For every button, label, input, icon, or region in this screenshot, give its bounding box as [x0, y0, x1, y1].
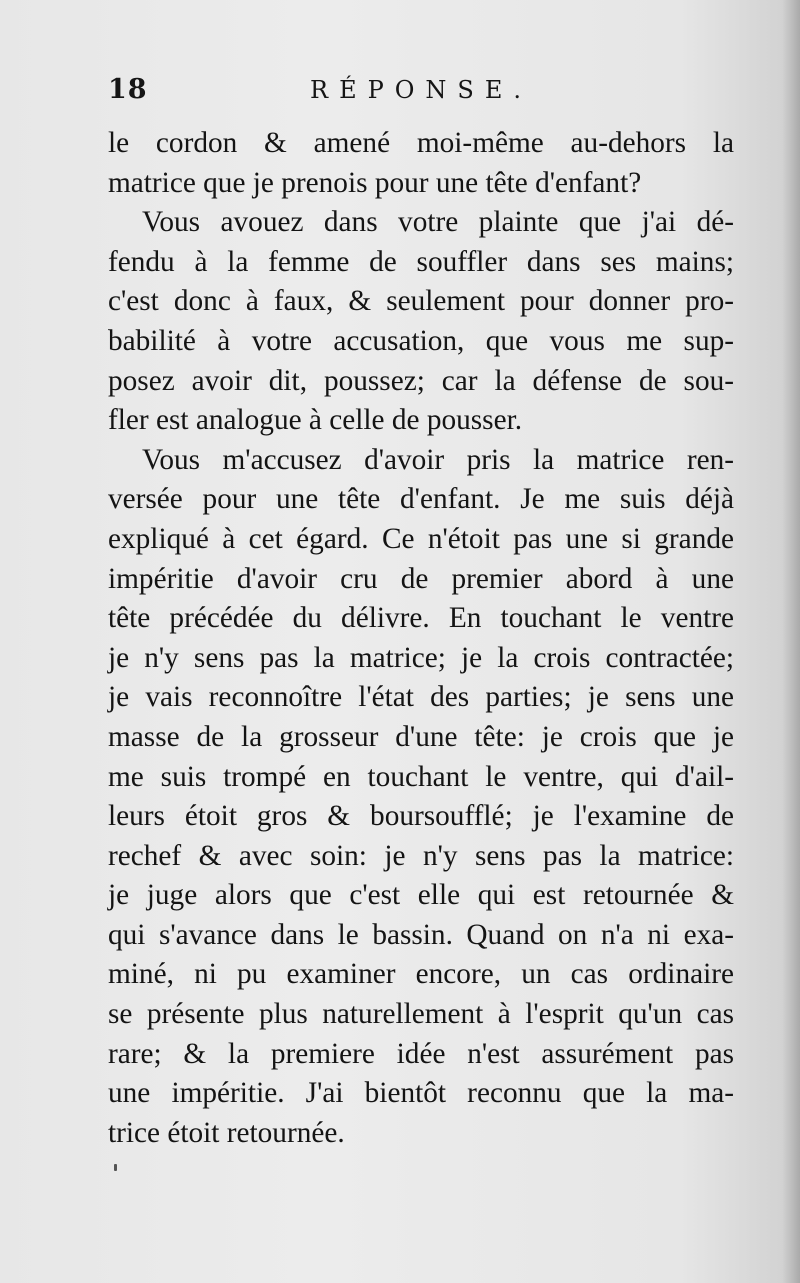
text-line: une impéritie. J'ai bientôt reconnu que la ma-	[108, 1077, 734, 1110]
text-line: je n'y sens pas la matrice; je la crois contractée;	[108, 641, 734, 674]
text-line: impéritie d'avoir cru de premier abord à une	[108, 562, 734, 595]
ink-speck	[114, 1164, 117, 1171]
text-line: fendu à la femme de souffler dans ses mains;	[108, 245, 734, 278]
text-line: me suis trompé en touchant le ventre, qui d'ail-	[108, 760, 734, 793]
text-line: fler est analogue à celle de pousser.	[108, 404, 523, 437]
page-header	[0, 74, 800, 114]
text-line: tête précédée du délivre. En touchant le ventre	[108, 602, 734, 635]
text-line: masse de la grosseur d'une tête: je crois que je	[108, 720, 734, 753]
text-line: se présente plus naturellement à l'esprit qu'un cas	[108, 998, 734, 1031]
text-line: Vous m'accusez d'avoir pris la matrice ren-	[142, 443, 734, 476]
body-text	[108, 124, 734, 1153]
running-title: RÉPONSE.	[310, 76, 533, 104]
text-line: babilité à votre accusation, que vous me sup-	[108, 324, 734, 357]
text-line: Vous avouez dans votre plainte que j'ai dé-	[142, 206, 734, 239]
page-edge-shadow	[782, 0, 800, 1283]
text-line: rechef & avec soin: je n'y sens pas la matrice:	[108, 839, 734, 872]
text-line: rare; & la premiere idée n'est assurément pas	[108, 1037, 734, 1070]
text-line: leurs étoit gros & boursoufflé; je l'examine de	[108, 800, 734, 833]
text-line: trice étoit retournée.	[108, 1116, 345, 1149]
text-line: versée pour une tête d'enfant. Je me suis déjà	[108, 483, 734, 516]
text-line: expliqué à cet égard. Ce n'étoit pas une si grande	[108, 522, 734, 555]
text-line: c'est donc à faux, & seulement pour donner pro-	[108, 285, 734, 318]
text-line: miné, ni pu examiner encore, un cas ordinaire	[108, 958, 734, 991]
page-number: 18	[108, 74, 148, 105]
text-line: le cordon & amené moi-même au-dehors la	[108, 127, 734, 159]
text-line: je vais reconnoître l'état des parties; je sens une	[108, 681, 734, 714]
text-line: je juge alors que c'est elle qui est retournée &	[108, 879, 734, 912]
text-line: posez avoir dit, poussez; car la défense de sou-	[108, 364, 734, 397]
text-line: qui s'avance dans le bassin. Quand on n'a ni exa-	[108, 918, 734, 951]
text-line: matrice que je prenois pour une tête d'enfant?	[108, 166, 642, 199]
